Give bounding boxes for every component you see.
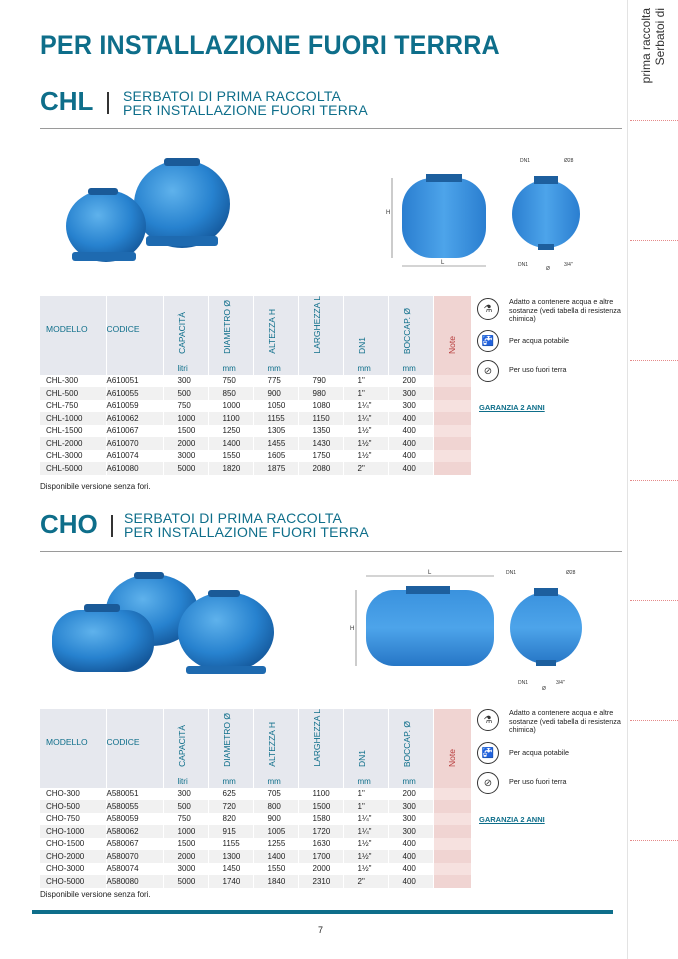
- table-cell: 1455: [253, 437, 298, 450]
- table-cell: 400: [388, 875, 433, 888]
- table-row: [40, 462, 471, 475]
- note-cell: [433, 838, 471, 851]
- table-cell: 2": [343, 462, 388, 475]
- table-cell: 1700: [298, 850, 343, 863]
- table-cell: 5000: [163, 875, 208, 888]
- table-row: [40, 800, 471, 813]
- table-cell: 1350: [298, 425, 343, 438]
- dim-thread: 3/4": [556, 680, 565, 686]
- table-cell: 3000: [163, 450, 208, 463]
- table-cell: A610067: [106, 425, 163, 438]
- table-cell: 1630: [298, 838, 343, 851]
- divider: [630, 720, 678, 721]
- col-header: DN1: [343, 296, 388, 362]
- table-row: [40, 875, 471, 888]
- table-cell: CHL-500: [40, 387, 106, 400]
- table-cell: A580074: [106, 863, 163, 876]
- table-cell: 1500: [163, 838, 208, 851]
- section-rule: [40, 551, 622, 552]
- table-row: [40, 825, 471, 838]
- table-cell: 300: [163, 375, 208, 388]
- table-cell: 1255: [253, 838, 298, 851]
- dim-o-bottom: Ø: [542, 686, 546, 692]
- col-header: DIAMETRO Ø: [208, 709, 253, 775]
- table-cell: 400: [388, 412, 433, 425]
- side-tab-line2: prima raccolta: [639, 8, 653, 84]
- feature-potable: [477, 742, 627, 766]
- divider: [630, 120, 678, 121]
- note-cell: [433, 450, 471, 463]
- table-cell: 1½": [343, 863, 388, 876]
- col-header: CODICE: [106, 296, 163, 362]
- table-cell: 750: [163, 400, 208, 413]
- technical-drawing-chl: [384, 152, 590, 272]
- unit-cell: litri: [163, 362, 208, 375]
- table-cell: A580062: [106, 825, 163, 838]
- table-cell: 1740: [208, 875, 253, 888]
- section-code: CHO: [40, 509, 98, 539]
- table-cell: 300: [388, 387, 433, 400]
- table-cell: CHL-3000: [40, 450, 106, 463]
- note-cell: [433, 800, 471, 813]
- table-cell: 300: [163, 788, 208, 801]
- feature-above-ground: [477, 772, 627, 796]
- table-cell: 2000: [163, 850, 208, 863]
- unit-cell: mm: [388, 362, 433, 375]
- table-cell: 1720: [298, 825, 343, 838]
- table-cell: A610059: [106, 400, 163, 413]
- table-cell: 1½": [343, 838, 388, 851]
- col-header: BOCCAP. Ø: [388, 709, 433, 775]
- table-cell: 750: [163, 813, 208, 826]
- drinking-water-tap-icon: 🚰: [477, 330, 499, 352]
- col-header: CAPACITÀ: [163, 296, 208, 362]
- footer-bar: [32, 910, 613, 914]
- table-cell: 1000: [208, 400, 253, 413]
- table-cell: 3000: [163, 863, 208, 876]
- footnote: Disponibile versione senza fori.: [40, 482, 151, 491]
- table-cell: 1": [343, 800, 388, 813]
- unit-cell: litri: [163, 775, 208, 788]
- feature-above-ground: [477, 360, 627, 384]
- table-cell: 1550: [208, 450, 253, 463]
- feature-text: Per uso fuori terra: [509, 365, 567, 374]
- divider: [630, 600, 678, 601]
- dim-dn1-bottom: DN1: [518, 680, 529, 686]
- dim-l-label: L: [428, 570, 432, 576]
- side-tab-label: [634, 8, 674, 108]
- feature-chemical: [477, 709, 627, 739]
- table-cell: 200: [388, 375, 433, 388]
- table-cell: 1400: [208, 437, 253, 450]
- table-cell: 820: [208, 813, 253, 826]
- note-cell: [433, 850, 471, 863]
- table-cell: A580070: [106, 850, 163, 863]
- table-row: [40, 850, 471, 863]
- col-header: CAPACITÀ: [163, 709, 208, 775]
- table-cell: 1300: [208, 850, 253, 863]
- divider: [630, 480, 678, 481]
- feature-text: Adatto a contenere acqua e altre sostanze (vedi tabella di resistenza chimica): [509, 708, 621, 735]
- feature-chemical: [477, 298, 627, 328]
- table-cell: CHL-1000: [40, 412, 106, 425]
- table-cell: 300: [388, 825, 433, 838]
- table-cell: 1080: [298, 400, 343, 413]
- table-cell: 775: [253, 375, 298, 388]
- table-cell: CHL-1500: [40, 425, 106, 438]
- table-cell: 1150: [298, 412, 343, 425]
- table-cell: 500: [163, 387, 208, 400]
- divider: [630, 360, 678, 361]
- table-cell: 400: [388, 425, 433, 438]
- note-cell: [433, 462, 471, 475]
- table-cell: 1½": [343, 450, 388, 463]
- dim-o-bottom: Ø: [546, 266, 550, 272]
- table-cell: 400: [388, 850, 433, 863]
- table-cell: A610062: [106, 412, 163, 425]
- table-cell: 400: [388, 863, 433, 876]
- table-cell: 1305: [253, 425, 298, 438]
- table-row: [40, 813, 471, 826]
- table-cell: 400: [388, 462, 433, 475]
- table-cell: CHL-5000: [40, 462, 106, 475]
- table-cell: CHO-1500: [40, 838, 106, 851]
- table-cell: 800: [253, 800, 298, 813]
- side-tab-line1: Serbatoi di: [653, 8, 667, 66]
- table-cell: A580055: [106, 800, 163, 813]
- unit-cell: mm: [388, 775, 433, 788]
- dim-o-top: Ø28: [564, 158, 574, 164]
- table-row: [40, 400, 471, 413]
- dim-thread: 3/4": [564, 262, 573, 268]
- dim-h-label: H: [350, 626, 355, 632]
- table-cell: CHO-1000: [40, 825, 106, 838]
- table-cell: 1000: [163, 825, 208, 838]
- table-cell: 915: [208, 825, 253, 838]
- unit-cell: mm: [253, 775, 298, 788]
- warranty-label: GARANZIA 2 ANNI: [479, 815, 545, 824]
- table-row: [40, 387, 471, 400]
- divider: [107, 92, 109, 114]
- table-cell: 1½": [343, 850, 388, 863]
- no-underground-icon: ⊘: [477, 360, 499, 382]
- table-cell: 850: [208, 387, 253, 400]
- table-cell: 2000: [298, 863, 343, 876]
- table-cell: A610074: [106, 450, 163, 463]
- product-photo-chl: [58, 152, 238, 272]
- note-cell: [433, 425, 471, 438]
- divider: [111, 515, 113, 537]
- table-cell: CHO-750: [40, 813, 106, 826]
- feature-text: Adatto a contenere acqua e altre sostanze (vedi tabella di resistenza chimica): [509, 297, 621, 324]
- table-row: [40, 375, 471, 388]
- chemical-flask-icon: ⚗: [477, 298, 499, 320]
- dim-dn1-top: DN1: [520, 158, 531, 164]
- col-header: LARGHEZZA L: [298, 296, 343, 362]
- table-cell: 400: [388, 437, 433, 450]
- divider: [630, 240, 678, 241]
- table-cell: 1400: [253, 850, 298, 863]
- unit-cell: mm: [253, 362, 298, 375]
- note-cell: [433, 813, 471, 826]
- table-cell: CHO-500: [40, 800, 106, 813]
- note-cell: [433, 437, 471, 450]
- table-cell: 1500: [163, 425, 208, 438]
- dim-o-top: Ø28: [566, 570, 576, 576]
- table-cell: 1000: [163, 412, 208, 425]
- dim-h-label: H: [386, 210, 391, 216]
- table-cell: 1100: [298, 788, 343, 801]
- table-cell: 1": [343, 375, 388, 388]
- table-cell: 500: [163, 800, 208, 813]
- dim-dn1-bottom: DN1: [518, 262, 529, 268]
- col-header: CODICE: [106, 709, 163, 775]
- table-cell: 1450: [208, 863, 253, 876]
- table-cell: 1¼": [343, 412, 388, 425]
- table-row: [40, 450, 471, 463]
- col-header: LARGHEZZA L: [298, 709, 343, 775]
- col-header: ALTEZZA H: [253, 296, 298, 362]
- table-row: [40, 788, 471, 801]
- section-header-cho: [40, 509, 440, 541]
- col-header: DN1: [343, 709, 388, 775]
- table-cell: A580051: [106, 788, 163, 801]
- table-cell: CHL-2000: [40, 437, 106, 450]
- table-row: [40, 412, 471, 425]
- unit-cell: mm: [208, 362, 253, 375]
- section-subtitle: PER INSTALLAZIONE FUORI TERRA: [124, 524, 369, 540]
- feature-text: Per acqua potabile: [509, 748, 569, 757]
- note-cell: [433, 400, 471, 413]
- table-cell: 1¼": [343, 813, 388, 826]
- table-cell: 1430: [298, 437, 343, 450]
- col-header: ALTEZZA H: [253, 709, 298, 775]
- section-subtitle: SERBATOI DI PRIMA RACCOLTA: [123, 88, 342, 104]
- page-title: PER INSTALLAZIONE FUORI TERRRA: [40, 30, 500, 60]
- table-cell: 1¼": [343, 400, 388, 413]
- note-cell: [433, 863, 471, 876]
- table-cell: 750: [208, 375, 253, 388]
- col-header-note: Note: [433, 296, 471, 362]
- warranty-label: GARANZIA 2 ANNI: [479, 403, 545, 412]
- table-cell: 400: [388, 450, 433, 463]
- table-cell: 1155: [208, 838, 253, 851]
- table-cell: 1250: [208, 425, 253, 438]
- dim-l-label: L: [441, 260, 445, 266]
- note-cell: [433, 875, 471, 888]
- section-subtitle: SERBATOI DI PRIMA RACCOLTA: [124, 510, 343, 526]
- table-cell: 1": [343, 387, 388, 400]
- table-cell: 1050: [253, 400, 298, 413]
- table-cell: 300: [388, 813, 433, 826]
- footnote: Disponibile versione senza fori.: [40, 890, 151, 899]
- table-cell: 300: [388, 400, 433, 413]
- table-cell: 1840: [253, 875, 298, 888]
- note-cell: [433, 375, 471, 388]
- table-cell: A610070: [106, 437, 163, 450]
- table-cell: CHO-5000: [40, 875, 106, 888]
- table-cell: 720: [208, 800, 253, 813]
- table-row: [40, 437, 471, 450]
- table-cell: 1½": [343, 437, 388, 450]
- table-cell: 1¼": [343, 825, 388, 838]
- section-code: CHL: [40, 86, 94, 116]
- table-cell: 2": [343, 875, 388, 888]
- unit-cell: mm: [343, 775, 388, 788]
- table-cell: 1": [343, 788, 388, 801]
- table-cell: 790: [298, 375, 343, 388]
- table-cell: A610080: [106, 462, 163, 475]
- col-header: DIAMETRO Ø: [208, 296, 253, 362]
- feature-text: Per uso fuori terra: [509, 777, 567, 786]
- product-photo-cho: [44, 570, 280, 680]
- section-subtitle: PER INSTALLAZIONE FUORI TERRA: [123, 102, 368, 118]
- table-cell: A610055: [106, 387, 163, 400]
- table-body: [40, 375, 471, 475]
- page-number: 7: [318, 925, 324, 935]
- table-cell: 2310: [298, 875, 343, 888]
- table-cell: A580067: [106, 838, 163, 851]
- table-cell: 1500: [298, 800, 343, 813]
- table-cell: 1½": [343, 425, 388, 438]
- table-cell: 5000: [163, 462, 208, 475]
- table-cell: A580059: [106, 813, 163, 826]
- table-cell: CHO-2000: [40, 850, 106, 863]
- table-cell: 1100: [208, 412, 253, 425]
- table-body: [40, 788, 471, 888]
- technical-drawing-cho: [346, 566, 590, 692]
- table-cell: 625: [208, 788, 253, 801]
- table-cell: 300: [388, 800, 433, 813]
- table-row: [40, 863, 471, 876]
- col-header: MODELLO: [40, 709, 106, 775]
- note-cell: [433, 825, 471, 838]
- table-cell: A580080: [106, 875, 163, 888]
- table-cell: 1750: [298, 450, 343, 463]
- table-cell: 1875: [253, 462, 298, 475]
- table-cell: 200: [388, 788, 433, 801]
- no-underground-icon: ⊘: [477, 772, 499, 794]
- table-cell: CHO-3000: [40, 863, 106, 876]
- drinking-water-tap-icon: 🚰: [477, 742, 499, 764]
- table-cell: 1605: [253, 450, 298, 463]
- note-cell: [433, 387, 471, 400]
- table-cell: 705: [253, 788, 298, 801]
- unit-cell: mm: [343, 362, 388, 375]
- table-cell: CHL-300: [40, 375, 106, 388]
- note-cell: [433, 412, 471, 425]
- section-rule: [40, 128, 622, 129]
- chemical-flask-icon: ⚗: [477, 709, 499, 731]
- col-header: MODELLO: [40, 296, 106, 362]
- section-header-chl: [40, 86, 440, 118]
- col-header-note: Note: [433, 709, 471, 775]
- table-cell: 1550: [253, 863, 298, 876]
- divider: [630, 840, 678, 841]
- unit-cell: mm: [208, 775, 253, 788]
- table-cell: CHL-750: [40, 400, 106, 413]
- table-cell: 980: [298, 387, 343, 400]
- table-cell: CHO-300: [40, 788, 106, 801]
- table-cell: 1820: [208, 462, 253, 475]
- table-cell: 900: [253, 387, 298, 400]
- table-cell: 400: [388, 838, 433, 851]
- table-cell: 1005: [253, 825, 298, 838]
- table-cell: A610051: [106, 375, 163, 388]
- table-row: [40, 838, 471, 851]
- table-cell: 900: [253, 813, 298, 826]
- spec-table-chl: [40, 296, 472, 475]
- feature-text: Per acqua potabile: [509, 336, 569, 345]
- col-header: BOCCAP. Ø: [388, 296, 433, 362]
- feature-potable: [477, 330, 627, 354]
- table-row: [40, 425, 471, 438]
- table-cell: 2000: [163, 437, 208, 450]
- note-cell: [433, 788, 471, 801]
- table-cell: 2080: [298, 462, 343, 475]
- spec-table-cho: [40, 709, 472, 888]
- dim-dn1-top: DN1: [506, 570, 517, 576]
- table-cell: 1155: [253, 412, 298, 425]
- table-cell: 1580: [298, 813, 343, 826]
